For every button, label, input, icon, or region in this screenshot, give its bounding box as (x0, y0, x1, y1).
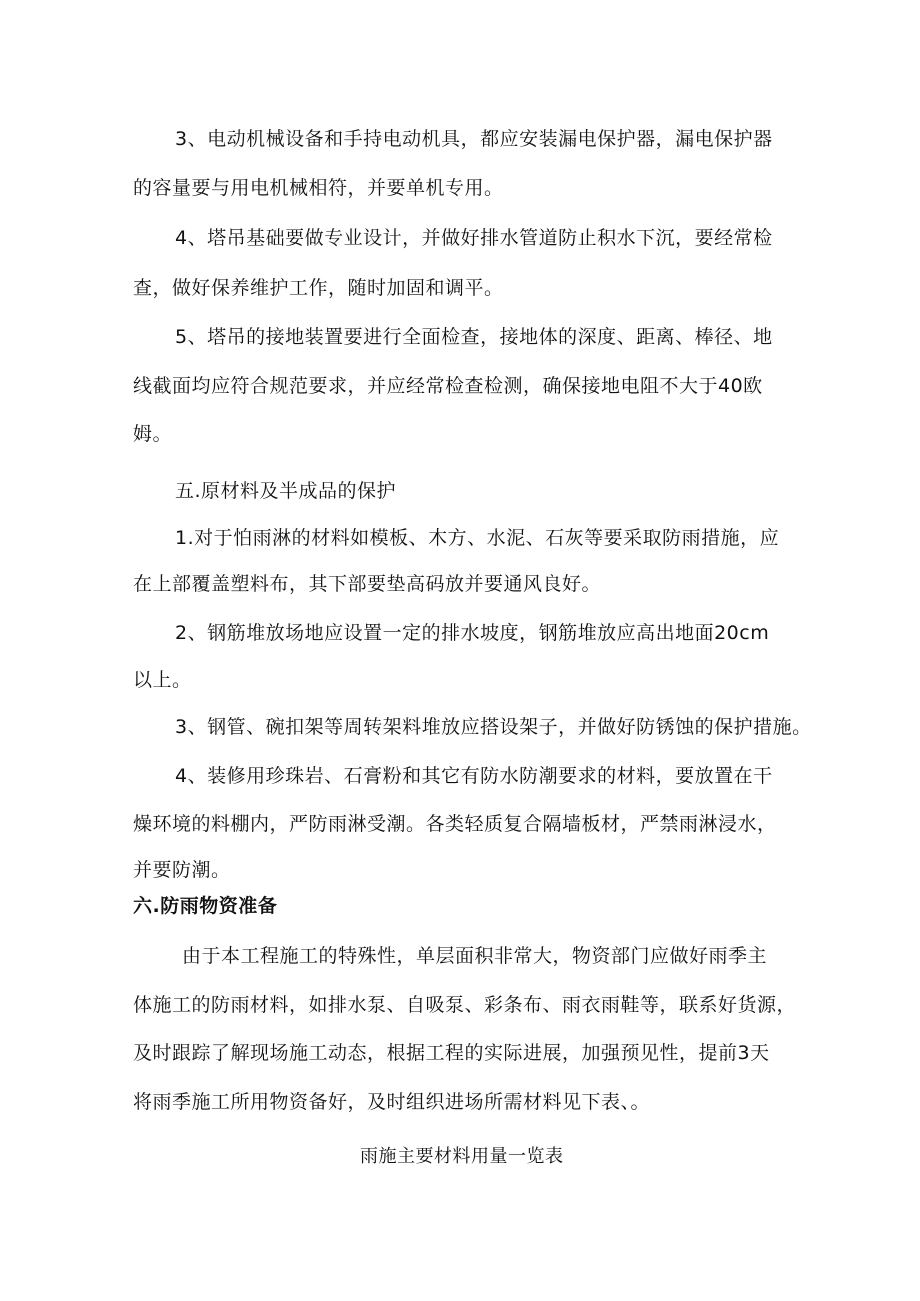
paragraph-line: 在上部覆盖塑料布，其下部要垫高码放并要通风良好。 (133, 573, 602, 595)
paragraph-line: 以上。 (133, 669, 192, 691)
paragraph-line: 姆。 (133, 423, 173, 445)
table-caption: 雨施主要材料用量一览表 (360, 1146, 564, 1167)
paragraph-line: 及时跟踪了解现场施工动态，根据工程的实际进展，加强预见性，提前3天 (133, 1042, 770, 1064)
section-heading: 六.防雨物资准备 (133, 895, 278, 917)
paragraph-line: 查，做好保养维护工作，随时加固和调平。 (133, 277, 504, 299)
paragraph-line: 4、装修用珍珠岩、石膏粉和其它有防水防潮要求的材料，要放置在干 (175, 765, 773, 787)
paragraph-line: 3、钢管、碗扣架等周转架料堆放应搭设架子，并做好防锈蚀的保护措施。 (175, 716, 812, 738)
paragraph-line: 线截面均应符合规范要求，并应经常检查检测，确保接地电阻不大于40欧 (133, 375, 763, 397)
paragraph-line: 由于本工程施工的特殊性，单层面积非常大，物资部门应做好雨季主 (182, 945, 768, 967)
paragraph-line: 2、钢筋堆放场地应设置一定的排水坡度，钢筋堆放应高出地面20cm (175, 622, 770, 644)
paragraph-line: 燥环境的料棚内，严防雨淋受潮。各类轻质复合隔墙板材，严禁雨淋浸水， (133, 813, 777, 835)
paragraph-line: 的容量要与用电机械相符，并要单机专用。 (133, 177, 504, 199)
paragraph-line: 3、电动机械设备和手持电动机具，都应安装漏电保护器，漏电保护器 (175, 128, 773, 150)
paragraph-line: 1.对于怕雨淋的材料如模板、木方、水泥、石灰等要采取防雨措施，应 (175, 527, 780, 549)
paragraph-line: 4、塔吊基础要做专业设计，并做好排水管道防止积水下沉，要经常检 (175, 227, 773, 249)
paragraph-line: 5、塔吊的接地装置要进行全面检查，接地体的深度、距离、棒径、地 (175, 326, 773, 348)
paragraph-line: 将雨季施工所用物资备好，及时组织进场所需材料见下表、。 (133, 1091, 651, 1113)
paragraph-line: 体施工的防雨材料，如排水泵、自吸泵、彩条布、雨衣雨鞋等，联系好货源， (133, 994, 797, 1016)
section-heading: 五.原材料及半成品的保护 (175, 480, 397, 502)
paragraph-line: 并要防潮。 (133, 859, 231, 881)
